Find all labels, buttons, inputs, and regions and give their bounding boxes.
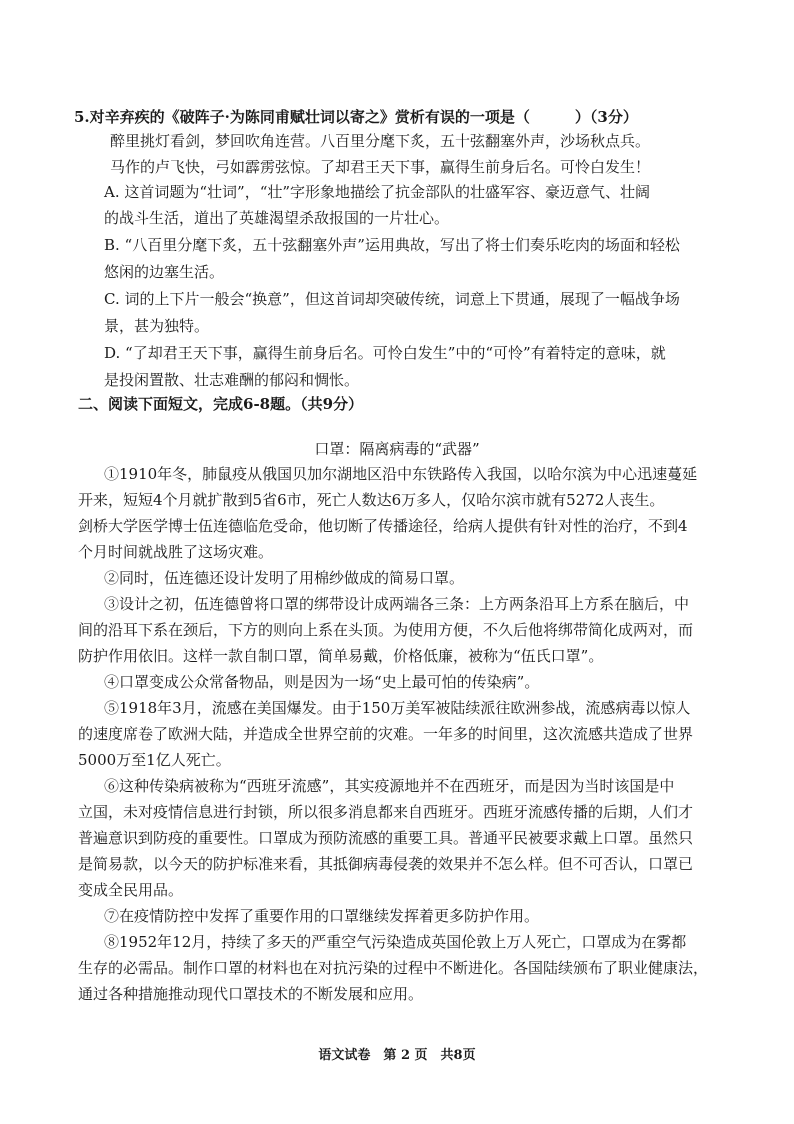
paragraph-1-line: 个月时间就战胜了这场灾难。 bbox=[78, 543, 274, 561]
paragraph-6-line: 普遍意识到防疫的重要性。口罩成为预防流感的重要工具。普通平民被要求戴上口罩。虽然只 bbox=[78, 829, 694, 847]
paragraph-8-line: ⑧1952年12月，持续了多天的严重空气污染造成英国伦敦上万人死亡，口罩成为在雾都 bbox=[104, 933, 687, 951]
paragraph-3-line: ③设计之初，伍连德曾将口罩的绑带设计成两端各三条：上方两条沿耳上方系在脑后，中 bbox=[104, 595, 690, 613]
option-d-line: 是投闲置散、壮志难酬的郁闷和惆怅。 bbox=[104, 371, 360, 389]
paragraph-6-line: ⑥这种传染病被称为“西班牙流感”，其实疫源地并不在西班牙，而是因为当时该国是中 bbox=[104, 777, 675, 795]
paragraph-1-line: ①1910年冬，肺鼠疫从俄国贝加尔湖地区沿中东铁路传入我国，以哈尔滨为中心迅速蔓延 bbox=[104, 465, 698, 483]
option-a-line: A. 这首词题为“壮词”，“壮”字形象地描绘了抗金部队的壮盛军容、豪迈意气、壮阔 bbox=[104, 183, 651, 201]
paragraph-5-line: 5000万至1亿人死亡。 bbox=[78, 751, 231, 769]
paragraph-6-line: 立国，未对疫情信息进行封锁，所以很多消息都来自西班牙。西班牙流感传播的后期，人们才 bbox=[78, 803, 694, 821]
paragraph-5-line: ⑤1918年3月，流感在美国爆发。由于150万美军被陆续派往欧洲参战，流感病毒以惊人 bbox=[104, 699, 691, 717]
option-b-line: B. “八百里分麾下炙，五十弦翻塞外声”运用典故，写出了将士们奏乐吃肉的场面和轻松 bbox=[104, 236, 680, 254]
section-2-heading: 二、阅读下面短文，完成6-8题。（共9分） bbox=[78, 395, 364, 413]
paragraph-2-line: ②同时，伍连德还设计发明了用棉纱做成的简易口罩。 bbox=[104, 569, 465, 587]
paragraph-3-line: 防护作用依旧。这样一款自制口罩，简单易戴，价格低廉，被称为“伍氏口罩”。 bbox=[78, 647, 604, 665]
paragraph-6-line: 变成全民用品。 bbox=[78, 881, 184, 899]
paragraph-3-line: 间的沿耳下系在颈后，下方的则向上系在头顶。为使用方便，不久后他将绑带简化成两对，而 bbox=[78, 621, 694, 639]
option-a-line: 的战斗生活，道出了英雄渴望杀敌报国的一片壮心。 bbox=[104, 209, 450, 227]
question-5-stem: 5.对辛弃疾的《破阵子·为陈同甫赋壮词以寄之》赏析有误的一项是（ ）（3分） bbox=[74, 108, 638, 126]
paragraph-6-line: 是简易款，以今天的防护标准来看，其抵御病毒侵袭的效果并不怎么样。但不可否认，口罩已 bbox=[78, 855, 694, 873]
paragraph-8-line: 生存的必需品。制作口罩的材料也在对抗污染的过程中不断进化。各国陆续颁布了职业健康法， bbox=[78, 959, 709, 977]
paragraph-5-line: 的速度席卷了欧洲大陆，并造成全世界空前的灾难。一年多的时间里，这次流感共造成了世界 bbox=[78, 725, 694, 743]
option-c-line: 景，甚为独特。 bbox=[104, 317, 210, 335]
option-c-line: C. 词的上下片一般会“换意”，但这首词却突破传统，词意上下贯通，展现了一幅战争场 bbox=[104, 290, 680, 308]
poem-line-2: 马作的卢飞快，弓如霹雳弦惊。了却君王天下事，赢得生前身后名。可怜白发生！ bbox=[110, 158, 651, 176]
paragraph-1-line: 开来，短短4个月就扩散到5省6市，死亡人数达6万多人，仅哈尔滨市就有5272人丧生。 bbox=[78, 491, 665, 509]
paragraph-4-line: ④口罩变成公众常备物品，则是因为一场“史上最可怕的传染病”。 bbox=[104, 673, 540, 691]
poem-line-1: 醉里挑灯看剑，梦回吹角连营。八百里分麾下炙，五十弦翻塞外声，沙场秋点兵。 bbox=[110, 132, 651, 150]
page-footer: 语文试卷 第 2 页 共8页 bbox=[318, 1048, 476, 1063]
option-b-line: 悠闲的边塞生活。 bbox=[104, 263, 225, 281]
option-d-line: D. “了却君王天下事，赢得生前身后名。可怜白发生”中的“可怜”有着特定的意味，就 bbox=[104, 344, 666, 362]
paragraph-1-line: 剑桥大学医学博士伍连德临危受命，他切断了传播途径，给病人提供有针对性的治疗，不到4 bbox=[78, 517, 688, 535]
article-title: 口罩：隔离病毒的“武器” bbox=[314, 440, 480, 458]
paragraph-8-line: 通过各种措施推动现代口罩技术的不断发展和应用。 bbox=[78, 985, 424, 1003]
paragraph-7-line: ⑦在疫情防控中发挥了重要作用的口罩继续发挥着更多防护作用。 bbox=[104, 907, 540, 925]
